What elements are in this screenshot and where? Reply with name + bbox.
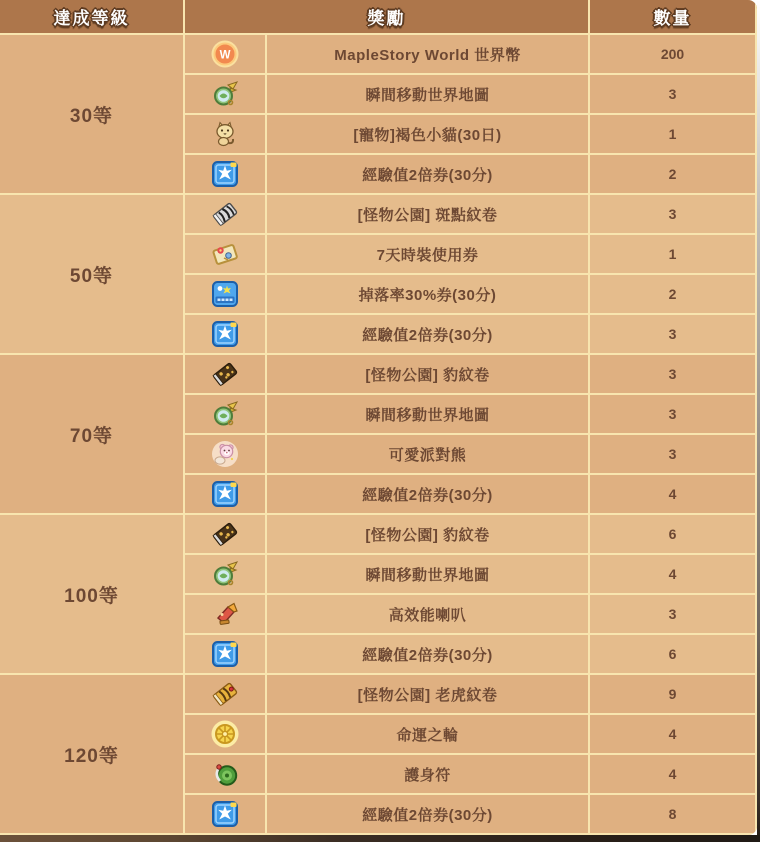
reward-label: [怪物公園] 斑點紋卷 (267, 195, 590, 235)
reward-qty: 3 (590, 195, 757, 235)
exp-2x-coupon-icon (210, 479, 240, 509)
exp-2x-coupon-icon (210, 799, 240, 829)
reward-label: 瞬間移動世界地圖 (267, 395, 590, 435)
svg-text:W: W (219, 49, 231, 62)
reward-icon-cell (185, 715, 267, 755)
fortune-wheel-icon (210, 719, 240, 749)
fashion-coupon-icon (210, 239, 240, 269)
reward-label: 瞬間移動世界地圖 (267, 75, 590, 115)
reward-label: 經驗值2倍券(30分) (267, 795, 590, 835)
reward-label: 掉落率30%券(30分) (267, 275, 590, 315)
reward-label: 經驗值2倍券(30分) (267, 635, 590, 675)
header-level: 達成等級 (0, 0, 185, 35)
tiger-scroll-icon (210, 679, 240, 709)
exp-2x-coupon-icon (210, 639, 240, 669)
amulet-icon (210, 759, 240, 789)
reward-label: 可愛派對熊 (267, 435, 590, 475)
reward-qty: 8 (590, 795, 757, 835)
reward-icon-cell (185, 75, 267, 115)
table-body (0, 35, 757, 835)
reward-qty: 3 (590, 395, 757, 435)
reward-icon-cell (185, 355, 267, 395)
reward-qty: 3 (590, 75, 757, 115)
reward-icon-cell (185, 635, 267, 675)
reward-icon-cell (185, 675, 267, 715)
reward-qty: 3 (590, 435, 757, 475)
reward-label: 高效能喇叭 (267, 595, 590, 635)
table-header (0, 0, 757, 35)
reward-label: 瞬間移動世界地圖 (267, 555, 590, 595)
reward-label: [寵物]褐色小貓(30日) (267, 115, 590, 155)
reward-label: 命運之輪 (267, 715, 590, 755)
leopard-scroll-icon (210, 519, 240, 549)
reward-qty: 2 (590, 275, 757, 315)
reward-icon-cell (185, 795, 267, 835)
reward-qty: 6 (590, 515, 757, 555)
reward-icon-cell (185, 315, 267, 355)
level-group (0, 355, 757, 515)
reward-qty: 2 (590, 155, 757, 195)
teleport-map-icon (210, 79, 240, 109)
reward-qty: 1 (590, 235, 757, 275)
reward-icon-cell (185, 595, 267, 635)
leopard-scroll-icon (210, 359, 240, 389)
level-group (0, 515, 757, 675)
reward-icon-cell (185, 195, 267, 235)
reward-qty: 3 (590, 355, 757, 395)
brown-kitten-icon (210, 119, 240, 149)
reward-icon-cell (185, 755, 267, 795)
reward-qty: 4 (590, 475, 757, 515)
reward-label: MapleStory World 世界幣 (267, 35, 590, 75)
reward-icon-cell (185, 475, 267, 515)
spotted-scroll-icon (210, 199, 240, 229)
reward-label: 經驗值2倍券(30分) (267, 315, 590, 355)
exp-2x-coupon-icon (210, 319, 240, 349)
header-reward: 獎勵 (185, 0, 590, 35)
level-label: 50等 (0, 195, 185, 355)
drop-rate-coupon-icon (210, 279, 240, 309)
reward-icon-cell (185, 515, 267, 555)
level-label: 120等 (0, 675, 185, 835)
reward-label: [怪物公園] 老虎紋卷 (267, 675, 590, 715)
reward-qty: 9 (590, 675, 757, 715)
reward-qty: 1 (590, 115, 757, 155)
teleport-map-icon (210, 559, 240, 589)
reward-qty: 4 (590, 755, 757, 795)
reward-icon-cell (185, 395, 267, 435)
exp-2x-coupon-icon (210, 159, 240, 189)
w-coin-icon (210, 39, 240, 69)
reward-icon-cell (185, 235, 267, 275)
reward-icon-cell (185, 35, 267, 75)
header-qty: 數量 (590, 0, 757, 35)
reward-label: 7天時裝使用券 (267, 235, 590, 275)
reward-qty: 3 (590, 315, 757, 355)
reward-qty: 3 (590, 595, 757, 635)
teleport-map-icon (210, 399, 240, 429)
reward-label: 經驗值2倍券(30分) (267, 155, 590, 195)
reward-qty: 6 (590, 635, 757, 675)
reward-qty: 4 (590, 715, 757, 755)
party-bear-icon (210, 439, 240, 469)
reward-icon-cell (185, 435, 267, 475)
level-group (0, 35, 757, 195)
level-group (0, 675, 757, 835)
reward-icon-cell (185, 275, 267, 315)
reward-icon-cell (185, 155, 267, 195)
reward-label: [怪物公園] 豹紋卷 (267, 355, 590, 395)
level-label: 70等 (0, 355, 185, 515)
level-label: 100等 (0, 515, 185, 675)
level-label: 30等 (0, 35, 185, 195)
level-group (0, 195, 757, 355)
reward-label: 護身符 (267, 755, 590, 795)
reward-icon-cell (185, 115, 267, 155)
reward-icon-cell (185, 555, 267, 595)
reward-label: 經驗值2倍券(30分) (267, 475, 590, 515)
megaphone-icon (210, 599, 240, 629)
reward-label: [怪物公園] 豹紋卷 (267, 515, 590, 555)
reward-qty: 200 (590, 35, 757, 75)
reward-qty: 4 (590, 555, 757, 595)
bottom-shadow (0, 835, 760, 842)
